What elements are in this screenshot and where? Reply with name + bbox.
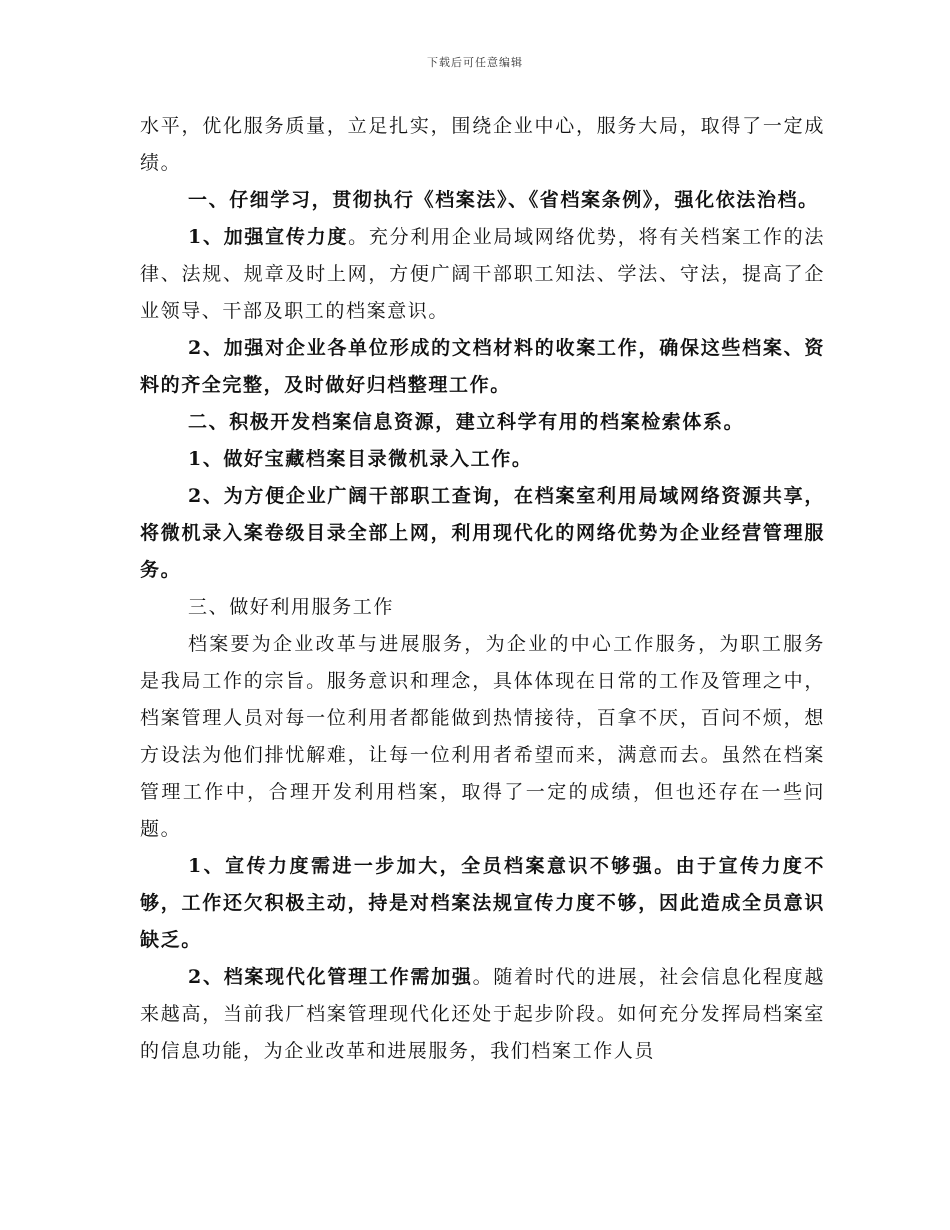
paragraph-bold-text: 一、仔细学习，贯彻执行《档案法》、《省档案条例》，强化依法治档。 <box>188 189 819 211</box>
paragraph-continuation <box>140 108 825 182</box>
paragraph-item <box>140 219 825 330</box>
paragraph-bold-text: 1、加强宣传力度 <box>188 226 349 248</box>
section-heading-3 <box>140 589 825 626</box>
paragraph-text: 档案要为企业改革与进展服务，为企业的中心工作服务，为职工服务是我局工作的宗旨。服务意识和理念，具体体现在日常的工作及管理之中，档案管理人员对每一位利用者都能做到热情接待，百拿不厌，百问不烦，想方设法为他们排忧解难，让每一位利用者希望而来，满意而去。虽然在档案管理工作中，合理开发利用档案，取得了一定的成绩，但也还存在一些问题。 <box>140 633 825 840</box>
paragraph-bold-text: 2、档案现代化管理工作需加强 <box>188 966 473 988</box>
page-header: 下载后可任意编辑 <box>427 56 523 69</box>
paragraph-text: 水平，优化服务质量，立足扎实，围绕企业中心，服务大局，取得了一定成绩。 <box>140 115 825 174</box>
section-heading-1 <box>140 182 825 219</box>
paragraph-text: 。充分利用企业局域网络优势，将有关档案工作的法律、法规、规章及时上网，方便广阔干部职工知法、学法、守法，提高了企业领导、干部及职工的档案意识。 <box>140 226 825 322</box>
paragraph-bold-text: 1、做好宝藏档案目录微机录入工作。 <box>188 448 533 470</box>
paragraph-item <box>140 441 825 478</box>
paragraph-text: 。随着时代的进展，社会信息化程度越来越高，当前我厂档案管理现代化还处于起步阶段。如何充分发挥局档案室的信息功能，为企业改革和进展服务，我们档案工作人员 <box>140 966 826 1062</box>
paragraph-bold-text: 1、宣传力度需进一步加大，全员档案意识不够强。由于宣传力度不够，工作还欠积极主动，持是对档案法规宣传力度不够，因此造成全员意识缺乏。 <box>140 855 825 951</box>
paragraph-bold-text: 2、加强对企业各单位形成的文档材料的收案工作，确保这些档案、资料的齐全完整，及时做好归档整理工作。 <box>140 337 825 396</box>
paragraph-body <box>140 626 825 848</box>
paragraph-text: 三、做好利用服务工作 <box>188 596 395 618</box>
document-body <box>140 108 825 1070</box>
paragraph-item <box>140 959 825 1070</box>
paragraph-item <box>140 478 825 589</box>
paragraph-item <box>140 330 825 404</box>
paragraph-item <box>140 848 825 959</box>
paragraph-bold-text: 二、积极开发档案信息资源，建立科学有用的档案检索体系。 <box>188 411 745 433</box>
section-heading-2 <box>140 404 825 441</box>
paragraph-bold-text: 2、为方便企业广阔干部职工查询，在档案室利用局域网络资源共享，将微机录入案卷级目录全部上网，利用现代化的网络优势为企业经营管理服务。 <box>140 485 825 581</box>
